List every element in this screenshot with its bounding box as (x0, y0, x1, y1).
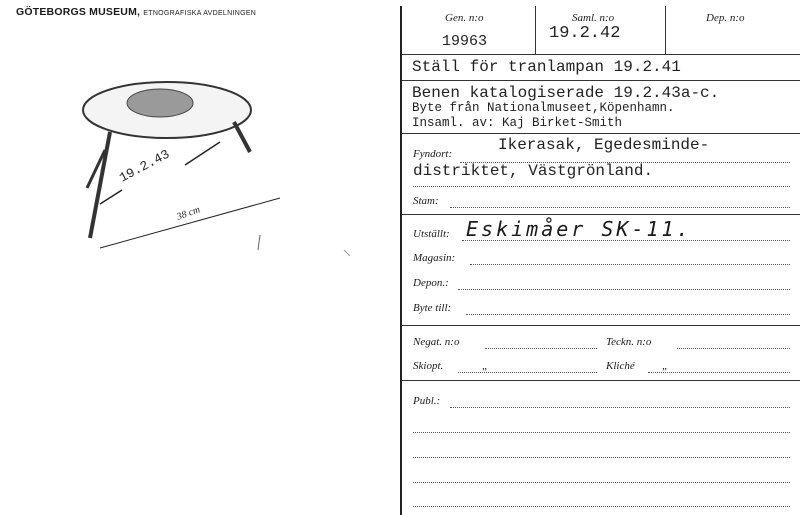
stam-label: Stam: (413, 195, 439, 207)
negat-label: Negat. n:o (413, 336, 460, 348)
teckn-label: Teckn. n:o (606, 336, 652, 348)
card-left-border (400, 6, 402, 515)
arrow-left (100, 190, 122, 204)
sketch-measure: 38 cm (175, 204, 202, 223)
gen-value: 19963 (442, 33, 488, 50)
skiopt-ditto: „ (482, 360, 489, 372)
kliche-label: Kliché (606, 360, 635, 372)
department-name: ETNOGRAFISKA AVDELNINGEN (143, 10, 257, 17)
object-sketch (70, 70, 370, 280)
stand-hollow (127, 89, 193, 117)
dep-label: Dep. n:o (706, 12, 745, 24)
object-line-3: Byte från Nationalmuseet,Köpenhamn. (412, 101, 675, 115)
stray-mark (258, 235, 260, 250)
arrow-right (185, 142, 220, 165)
fyndort-line-2: distriktet, Västgrönland. (413, 162, 654, 180)
publ-label: Publ.: (413, 395, 441, 407)
gen-label: Gen. n:o (445, 12, 484, 24)
sketch-date: 19.2.43 (116, 146, 173, 186)
fyndort-label: Fyndort: (413, 148, 453, 160)
skiopt-label: Skiopt. (413, 360, 444, 372)
magasin-label: Magasin: (413, 252, 456, 264)
depon-label: Depon.: (413, 277, 449, 289)
kliche-ditto: „ (662, 360, 669, 372)
museum-header (16, 6, 256, 18)
utstallt-label: Utställt: (413, 228, 450, 240)
object-line-1: Ställ för tranlampan 19.2.41 (412, 58, 681, 76)
object-line-2: Benen katalogiserade 19.2.43a-c. (412, 84, 720, 102)
museum-name: GÖTEBORGS MUSEUM, (16, 6, 141, 18)
stand-leg (90, 132, 110, 238)
stand-leg (234, 122, 250, 152)
byte-label: Byte till: (413, 302, 452, 314)
saml-label: Saml. n:o (572, 12, 615, 24)
utstallt-value: Eskimåer SK-11. (466, 217, 692, 241)
stray-mark (344, 250, 350, 256)
object-line-4: Insaml. av: Kaj Birket-Smith (412, 116, 623, 130)
saml-value: 19.2.42 (549, 24, 621, 43)
measure-line (100, 198, 280, 248)
fyndort-line-1: Ikerasak, Egedesminde- (498, 136, 710, 154)
